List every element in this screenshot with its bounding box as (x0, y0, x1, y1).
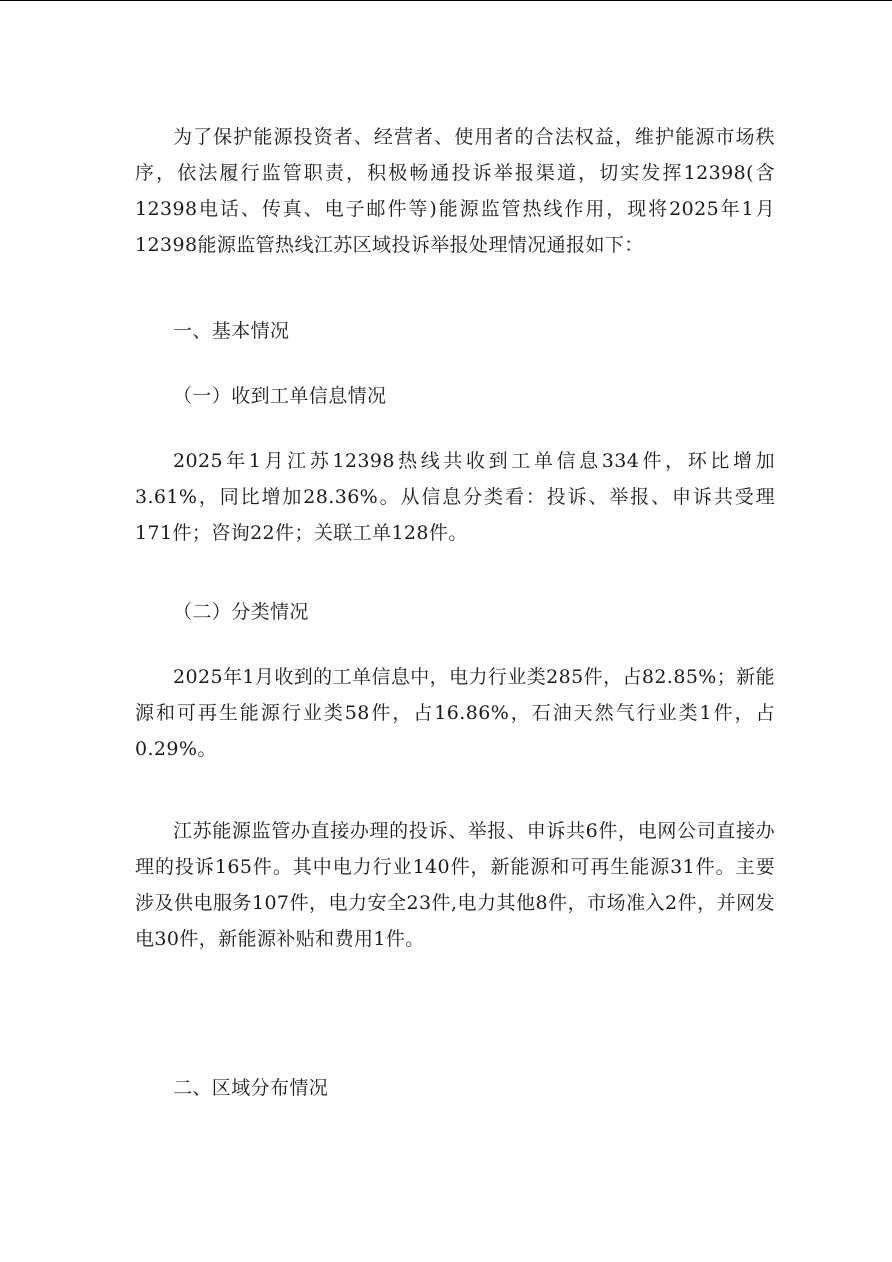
intro-paragraph: 为了保护能源投资者、经营者、使用者的合法权益，维护能源市场秩序，依法履行监管职责，积极畅通投诉举报渠道，切实发挥12398(含12398电话、传真、电子邮件等)能源监管热线作用，现将2025年1月12398能源监管热线江苏区域投诉举报处理情况通报如下： (135, 126, 775, 256)
subheading-classification: （二）分类情况 (173, 601, 309, 623)
subheading-received-tickets: （一）收到工单信息情况 (173, 385, 387, 407)
classification-paragraph: 2025年1月收到的工单信息中，电力行业类285件，占82.85%；新能源和可再生能源行业类58件，占16.86%，石油天然气行业类1件，占0.29%。 (135, 666, 775, 760)
section-heading-basic-info: 一、基本情况 (173, 320, 290, 342)
direct-handling-paragraph: 江苏能源监管办直接办理的投诉、举报、申诉共6件，电网公司直接办理的投诉165件。其中电力行业140件，新能源和可再生能源31件。主要涉及供电服务107件，电力安全23件,电力其他8件，市场准入2件，并网发电30件，新能源补贴和费用1件。 (135, 820, 775, 950)
received-tickets-paragraph: 2025年1月江苏12398热线共收到工单信息334件，环比增加3.61%，同比增加28.36%。从信息分类看：投诉、举报、申诉共受理171件；咨询22件；关联工单128件。 (135, 450, 775, 544)
section-heading-regional-distribution: 二、区域分布情况 (173, 1077, 329, 1099)
